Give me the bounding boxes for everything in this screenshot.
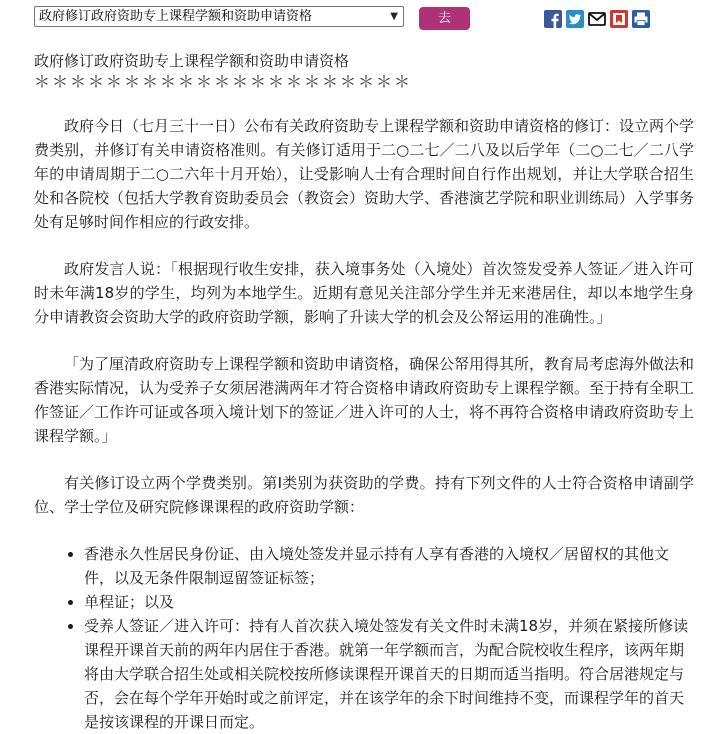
share-toolbar [544, 10, 650, 28]
facebook-icon[interactable] [544, 10, 562, 28]
email-icon[interactable] [588, 10, 606, 28]
list-item: • 单程证；以及 [84, 590, 694, 614]
article-title: 政府修订政府资助专上课程学额和资助申请资格 [34, 52, 350, 70]
go-button[interactable]: 去 [419, 7, 470, 30]
title-separator: ＊＊＊＊＊＊＊＊＊＊＊＊＊＊＊＊＊＊＊＊＊ [34, 72, 413, 91]
article-paragraph: 「为了厘清政府资助专上课程学额和资助申请资格，确保公帑用得其所，教育局考虑海外做法和香港实际情况，认为受养子女须居港满两年才符合资格申请政府资助专上课程学额。至于持有全职工作签证／工作许可证或各项入境计划下的签证／进入许可的人士，将不再符合资格申请政府资助专上课程学额。」 [34, 355, 695, 445]
list-item: • 受养人签证／进入许可：持有人首次获入境处签发有关文件时未满18岁，并须在紧接所修读课程开课首天前的两年内居住于香港。就第一年学额而言，为配合院校收生程序，该两年期将由大学联合招生处或相关院校按所修读课程开课首天的日期而适当指明。符合居港规定与否，会在每个学年开始时或之前评定，并在该学年的余下时间维持不变，而课程学年的首天是按该课程的开课日而定。 [84, 614, 694, 734]
topic-select[interactable] [34, 6, 404, 27]
topic-select-value: 政府修订政府资助专上课程学额和资助申请资格 [39, 9, 313, 24]
article-paragraph: 政府今日（七月三十一日）公布有关政府资助专上课程学额和资助申请资格的修订：设立两个学费类别，并修订有关申请资格准则。有关修订适用于二○二七／二八及以后学年（二○二七／二八学年的申请周期于二○二六年十月开始），让受影响人士有合理时间自行作出规划，并让大学联合招生处和各院校（包括大学教育资助委员会（教资会）资助大学、香港演艺学院和职业训练局）入学事务处有足够时间作相应的行政安排。 [34, 117, 695, 231]
twitter-icon[interactable] [566, 10, 584, 28]
print-icon[interactable] [632, 10, 650, 28]
eligibility-list [34, 542, 694, 734]
bookmark-icon[interactable] [610, 10, 628, 28]
article [34, 50, 694, 734]
article-paragraph: 有关修订设立两个学费类别。第I类别为获资助的学费。持有下列文件的人士符合资格申请副学位、学士学位及研究院修课课程的政府资助学额： [34, 474, 694, 516]
chevron-down-icon: ▼ [390, 11, 398, 22]
list-item: • 香港永久性居民身份证、由入境处签发并显示持有人享有香港的入境权／居留权的其他文件，以及无条件限制逗留签证标签； [84, 542, 694, 590]
article-paragraph: 政府发言人说：「根据现行收生安排，获入境事务处（入境处）首次签发受养人签证／进入许可时未年满18岁的学生，均列为本地学生。近期有意见关注部分学生并无来港居住，却以本地学生身分申请教资会资助大学的政府资助学额，影响了升读大学的机会及公帑运用的准确性。」 [34, 260, 694, 326]
top-toolbar [0, 0, 704, 38]
